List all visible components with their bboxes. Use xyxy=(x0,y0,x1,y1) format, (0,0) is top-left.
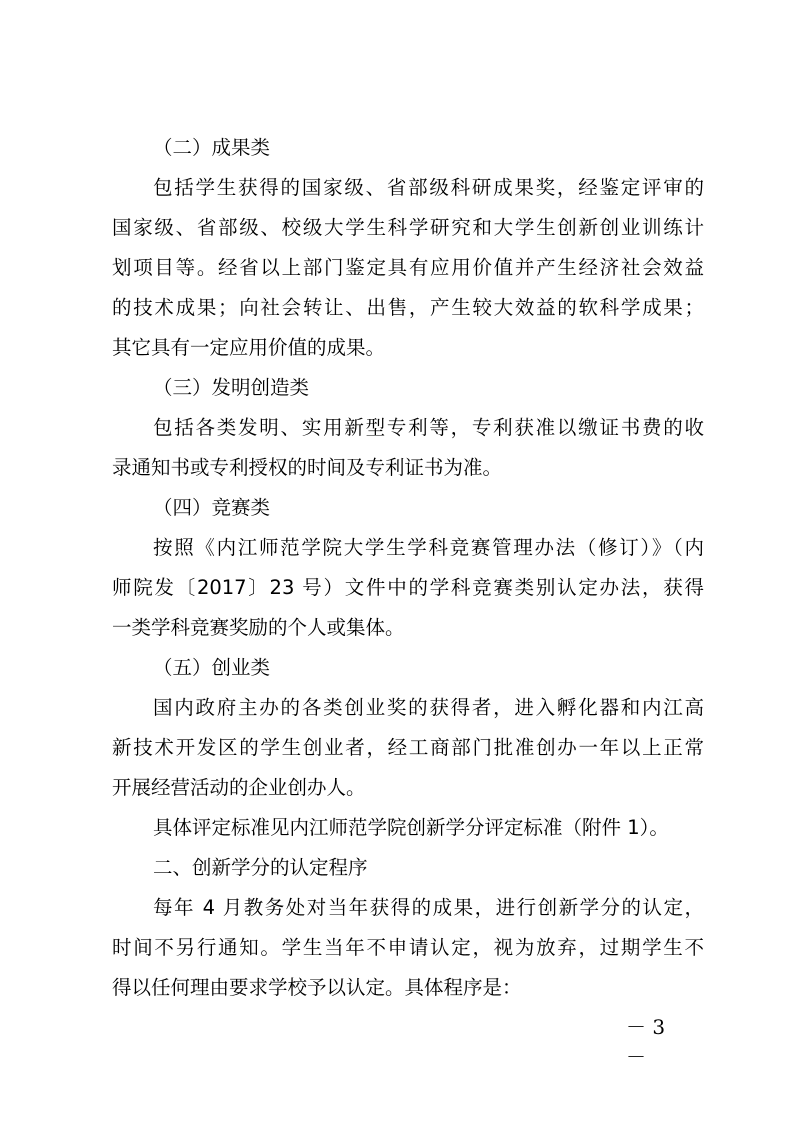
paragraph-line: 国家级、省部级、校级大学生科学研究和大学生创新创业训练计 xyxy=(112,216,704,239)
page-number: － 3 － xyxy=(626,1015,666,1069)
section-heading-entrepreneurship: （五）创业类 xyxy=(153,656,271,679)
paragraph-line: 时间不另行通知。学生当年不申请认定，视为放弃，过期学生不 xyxy=(112,936,704,959)
paragraph-line: 师院发〔2017〕23 号）文件中的学科竞赛类别认定办法，获得 xyxy=(112,576,704,599)
section-heading-procedure: 二、创新学分的认定程序 xyxy=(153,856,368,879)
paragraph-line: 按照《内江师范学院大学生学科竞赛管理办法（修订）》（内 xyxy=(153,536,704,559)
paragraph-line: 划项目等。经省以上部门鉴定具有应用价值并产生经济社会效益 xyxy=(112,256,704,279)
paragraph-line: 每年 4 月教务处对当年获得的成果，进行创新学分的认定， xyxy=(153,896,704,919)
paragraph-line: 包括各类发明、实用新型专利等，专利获准以缴证书费的收 xyxy=(153,416,704,439)
paragraph-line: 其它具有一定应用价值的成果。 xyxy=(112,336,386,359)
paragraph-line: 国内政府主办的各类创业奖的获得者，进入孵化器和内江高 xyxy=(153,696,704,719)
section-heading-achievements: （二）成果类 xyxy=(153,136,271,159)
paragraph-line: 包括学生获得的国家级、省部级科研成果奖，经鉴定评审的 xyxy=(153,176,704,199)
paragraph-line: 开展经营活动的企业创办人。 xyxy=(112,776,366,799)
paragraph-line: 新技术开发区的学生创业者，经工商部门批准创办一年以上正常 xyxy=(112,736,704,759)
section-heading-inventions: （三）发明创造类 xyxy=(153,376,310,399)
section-heading-competitions: （四）竞赛类 xyxy=(153,496,271,519)
standard-note: 具体评定标准见内江师范学院创新学分评定标准（附件 1）。 xyxy=(153,816,669,839)
paragraph-line: 的技术成果；向社会转让、出售，产生较大效益的软科学成果； xyxy=(112,296,704,319)
paragraph-line: 录通知书或专利授权的时间及专利证书为准。 xyxy=(112,456,503,479)
paragraph-line: 一类学科竞赛奖励的个人或集体。 xyxy=(112,616,405,639)
paragraph-line: 得以任何理由要求学校予以认定。具体程序是： xyxy=(112,976,522,999)
